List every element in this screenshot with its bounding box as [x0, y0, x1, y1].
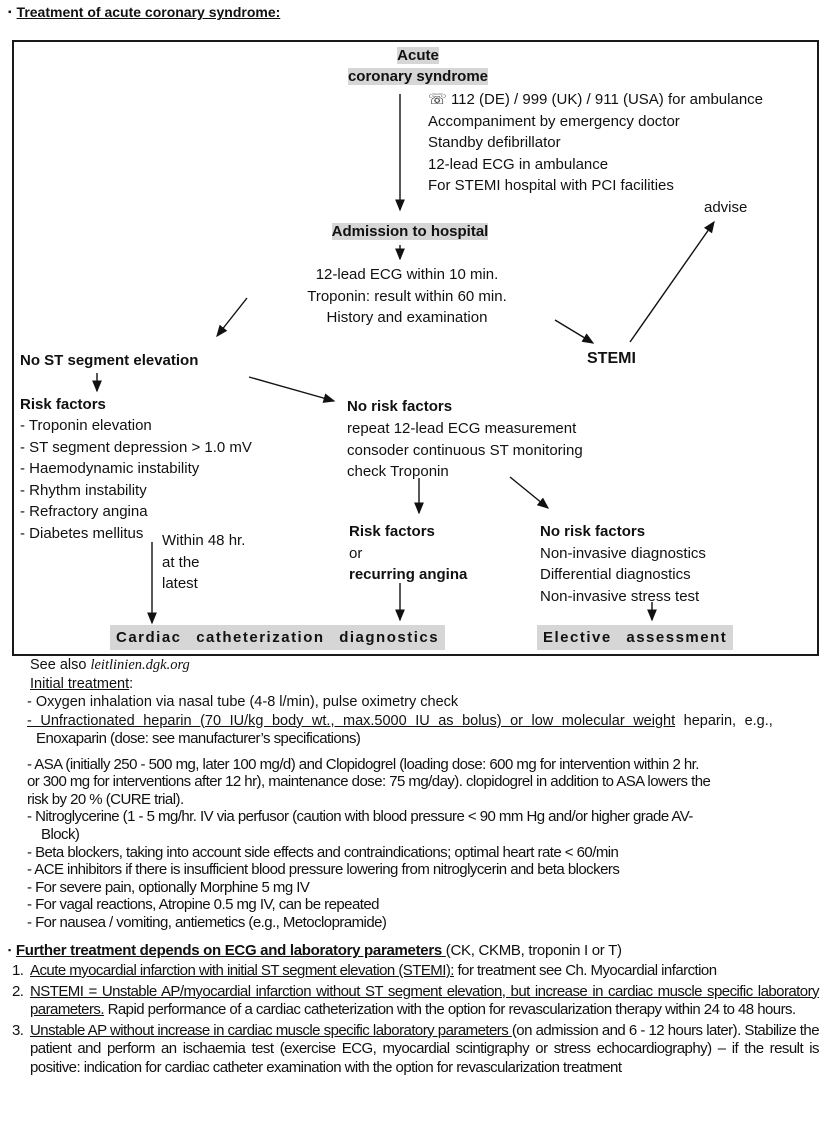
item2-underlined: NSTEMI = Unstable AP/myocardial infarction without ST segment elevation, but increase in cardiac muscle specific laboratory parameters.: [30, 982, 819, 1019]
admission-label: Admission to hospital: [331, 223, 489, 240]
within-line: latest: [162, 575, 198, 592]
nitro-line: - Nitroglycerine (1 - 5 mg/hr. IV via perfusor (caution with blood pressure < 90 mm Hg and/or higher grade AV-: [27, 808, 693, 826]
advise-label: advise: [704, 199, 748, 216]
arrow-no-st-to-no-risk: [249, 377, 334, 401]
risk-item: - Haemodynamic instability: [20, 460, 200, 477]
page-title-text: Treatment of acute coronary syndrome:: [16, 4, 281, 20]
within-48hr-label: [162, 530, 245, 595]
risk-item: - Troponin elevation: [20, 417, 152, 434]
risk-factors-list: [20, 415, 252, 544]
risk-item: - ST segment depression > 1.0 mV: [20, 438, 252, 456]
prehospital-line: 12-lead ECG in ambulance: [428, 155, 609, 173]
item1-underlined: Acute myocardial infarction with initial ST segment elevation (STEMI):: [30, 962, 454, 979]
nitro-line: Block): [41, 825, 80, 843]
acs-line-1: Acute: [397, 47, 439, 64]
emergency-numbers: 112 (DE) / 999 (UK) / 911 (USA) for ambulance: [450, 91, 764, 108]
item-number: 1.: [12, 962, 24, 979]
risk-item: - Refractory angina: [20, 503, 148, 520]
square-bullet-icon: ▪: [8, 7, 12, 18]
further-treatment-section: [0, 941, 829, 1078]
asa-line: or 300 mg for interventions after 12 hr), maintenance dose: 75 mg/day). clopidogrel in addition to ASA lowers the: [27, 773, 711, 791]
heparin-underlined: - Unfractionated heparin (70 IU/kg body wt., max.5000 IU as bolus) or low molecular weight: [27, 712, 676, 729]
node-risk-or-angina: [349, 521, 467, 586]
branch-norisk-line: Differential diagnostics: [540, 566, 691, 583]
ambulance-instructions: [428, 89, 763, 197]
branch-risk-line2: or: [349, 544, 363, 562]
risk-factors-title: Risk factors: [20, 396, 106, 413]
note-beta-blockers: - Beta blockers, taking into account side effects and contraindications; optimal heart rate < 60/min: [27, 843, 619, 861]
initial-treatment-heading-text: Initial treatment: [30, 675, 130, 692]
node-no-risk-right: [540, 521, 706, 607]
initial-treatment-heading: [0, 675, 829, 694]
note-ace-inhibitors: - ACE inhibitors if there is insufficient blood pressure lowering from nitroglycerin and beta blockers: [27, 861, 620, 879]
arrow-stemi-to-advise: [630, 222, 714, 342]
node-acute-coronary-syndrome: [318, 45, 518, 87]
further-heading: [0, 941, 829, 960]
further-heading-underlined: Further treatment depends on ECG and laboratory parameters: [15, 942, 446, 959]
page-title: [8, 4, 280, 20]
detail-line: 12-lead ECG within 10 min.: [315, 266, 499, 283]
further-heading-rest: (CK, CKMB, troponin I or T): [445, 942, 622, 959]
branch-norisk-line: Non-invasive diagnostics: [540, 544, 706, 562]
branch-norisk-title: No risk factors: [540, 523, 646, 540]
numbered-item-3: [0, 1022, 829, 1078]
initial-treatment-section: [0, 656, 829, 932]
branch-norisk-line: Non-invasive stress test: [540, 587, 700, 605]
within-line: at the: [162, 553, 200, 571]
asa-line: - ASA (initially 250 - 500 mg, later 100 mg/d) and Clopidogrel (loading dose: 600 mg for intervention within 2 hr.: [27, 755, 699, 773]
acs-line-2: coronary syndrome: [347, 68, 489, 85]
detail-line: History and examination: [326, 309, 488, 326]
numbered-item-2: [0, 983, 829, 1020]
flowchart-canvas: [12, 40, 819, 656]
item3-rest: (on admission and 6 - 12 hours later). Stabilize the patient and perform an ischaemia test (exercise ECG, myocardial scintigraphy or stress echocardiography) – if the result is positive: indication for cardiac catheter examination with the option for revascularization treatment: [30, 1021, 819, 1076]
see-also-line: [0, 656, 829, 675]
numbered-item-1: [0, 962, 829, 981]
branch-risk-line3: recurring angina: [349, 566, 468, 583]
risk-item: - Rhythm instability: [20, 481, 147, 499]
note-atropine: - For vagal reactions, Atropine 0.5 mg IV, can be repeated: [27, 896, 379, 914]
node-stemi: STEMI: [587, 350, 636, 367]
note-nitroglycerine: [0, 808, 829, 843]
asa-line: risk by 20 % (CURE trial).: [27, 790, 184, 808]
outcome-elective: Elective assessment: [537, 625, 733, 650]
within-line: Within 48 hr.: [162, 532, 246, 549]
prehospital-line: Accompaniment by emergency doctor: [428, 112, 680, 130]
square-bullet-icon: ▪: [8, 945, 11, 955]
mid-line: check Troponin: [347, 463, 449, 480]
note-enoxaparin: Enoxaparin (dose: see manufacturer’s specifications): [36, 730, 361, 747]
outcome-catheterization: Cardiac catheterization diagnostics: [110, 625, 445, 650]
branch-risk-line1: Risk factors: [349, 523, 435, 540]
node-no-risk-mid: No risk factors: [347, 398, 453, 415]
risk-item: - Diabetes mellitus: [20, 524, 144, 542]
note-heparin: [0, 712, 829, 731]
note-antiemetics: - For nausea / vomiting, antiemetics (e.g., Metoclopramide): [27, 913, 387, 931]
note-asa: [0, 756, 829, 809]
note-morphine: - For severe pain, optionally Morphine 5 mg IV: [27, 878, 310, 896]
heading-colon: :: [129, 675, 134, 692]
item-number: 3.: [12, 1021, 24, 1039]
admission-details: [272, 264, 542, 329]
prehospital-line: For STEMI hospital with PCI facilities: [428, 177, 674, 194]
phone-icon: ☏: [428, 91, 447, 108]
item3-underlined: Unstable AP without increase in cardiac muscle specific laboratory parameters: [30, 1021, 512, 1039]
item-number: 2.: [12, 982, 24, 1000]
node-no-st-elevation: No ST segment elevation: [20, 352, 199, 369]
detail-line: Troponin: result within 60 min.: [307, 287, 507, 305]
no-risk-mid-lines: [347, 418, 583, 483]
arrow-details-to-no-st: [217, 298, 247, 336]
item1-rest: for treatment see Ch. Myocardial infarction: [453, 962, 717, 979]
mid-line: repeat 12-lead ECG measurement: [347, 420, 577, 437]
guideline-url: leitlinien.dgk.org: [90, 657, 190, 673]
item2-rest: Rapid performance of a cardiac catheterization with the option for revascularization therapy within 24 to 48 hours.: [103, 1001, 796, 1019]
heparin-rest: heparin, e.g.,: [675, 712, 773, 729]
prehospital-line: Standby defibrillator: [428, 134, 561, 151]
arrow-details-to-stemi: [555, 320, 593, 343]
node-admission: [310, 221, 510, 242]
see-also-text: See also: [30, 657, 91, 673]
mid-line: consoder continuous ST monitoring: [347, 441, 583, 459]
note-oxygen: - Oxygen inhalation via nasal tube (4-8 l/min), pulse oximetry check: [27, 694, 459, 710]
